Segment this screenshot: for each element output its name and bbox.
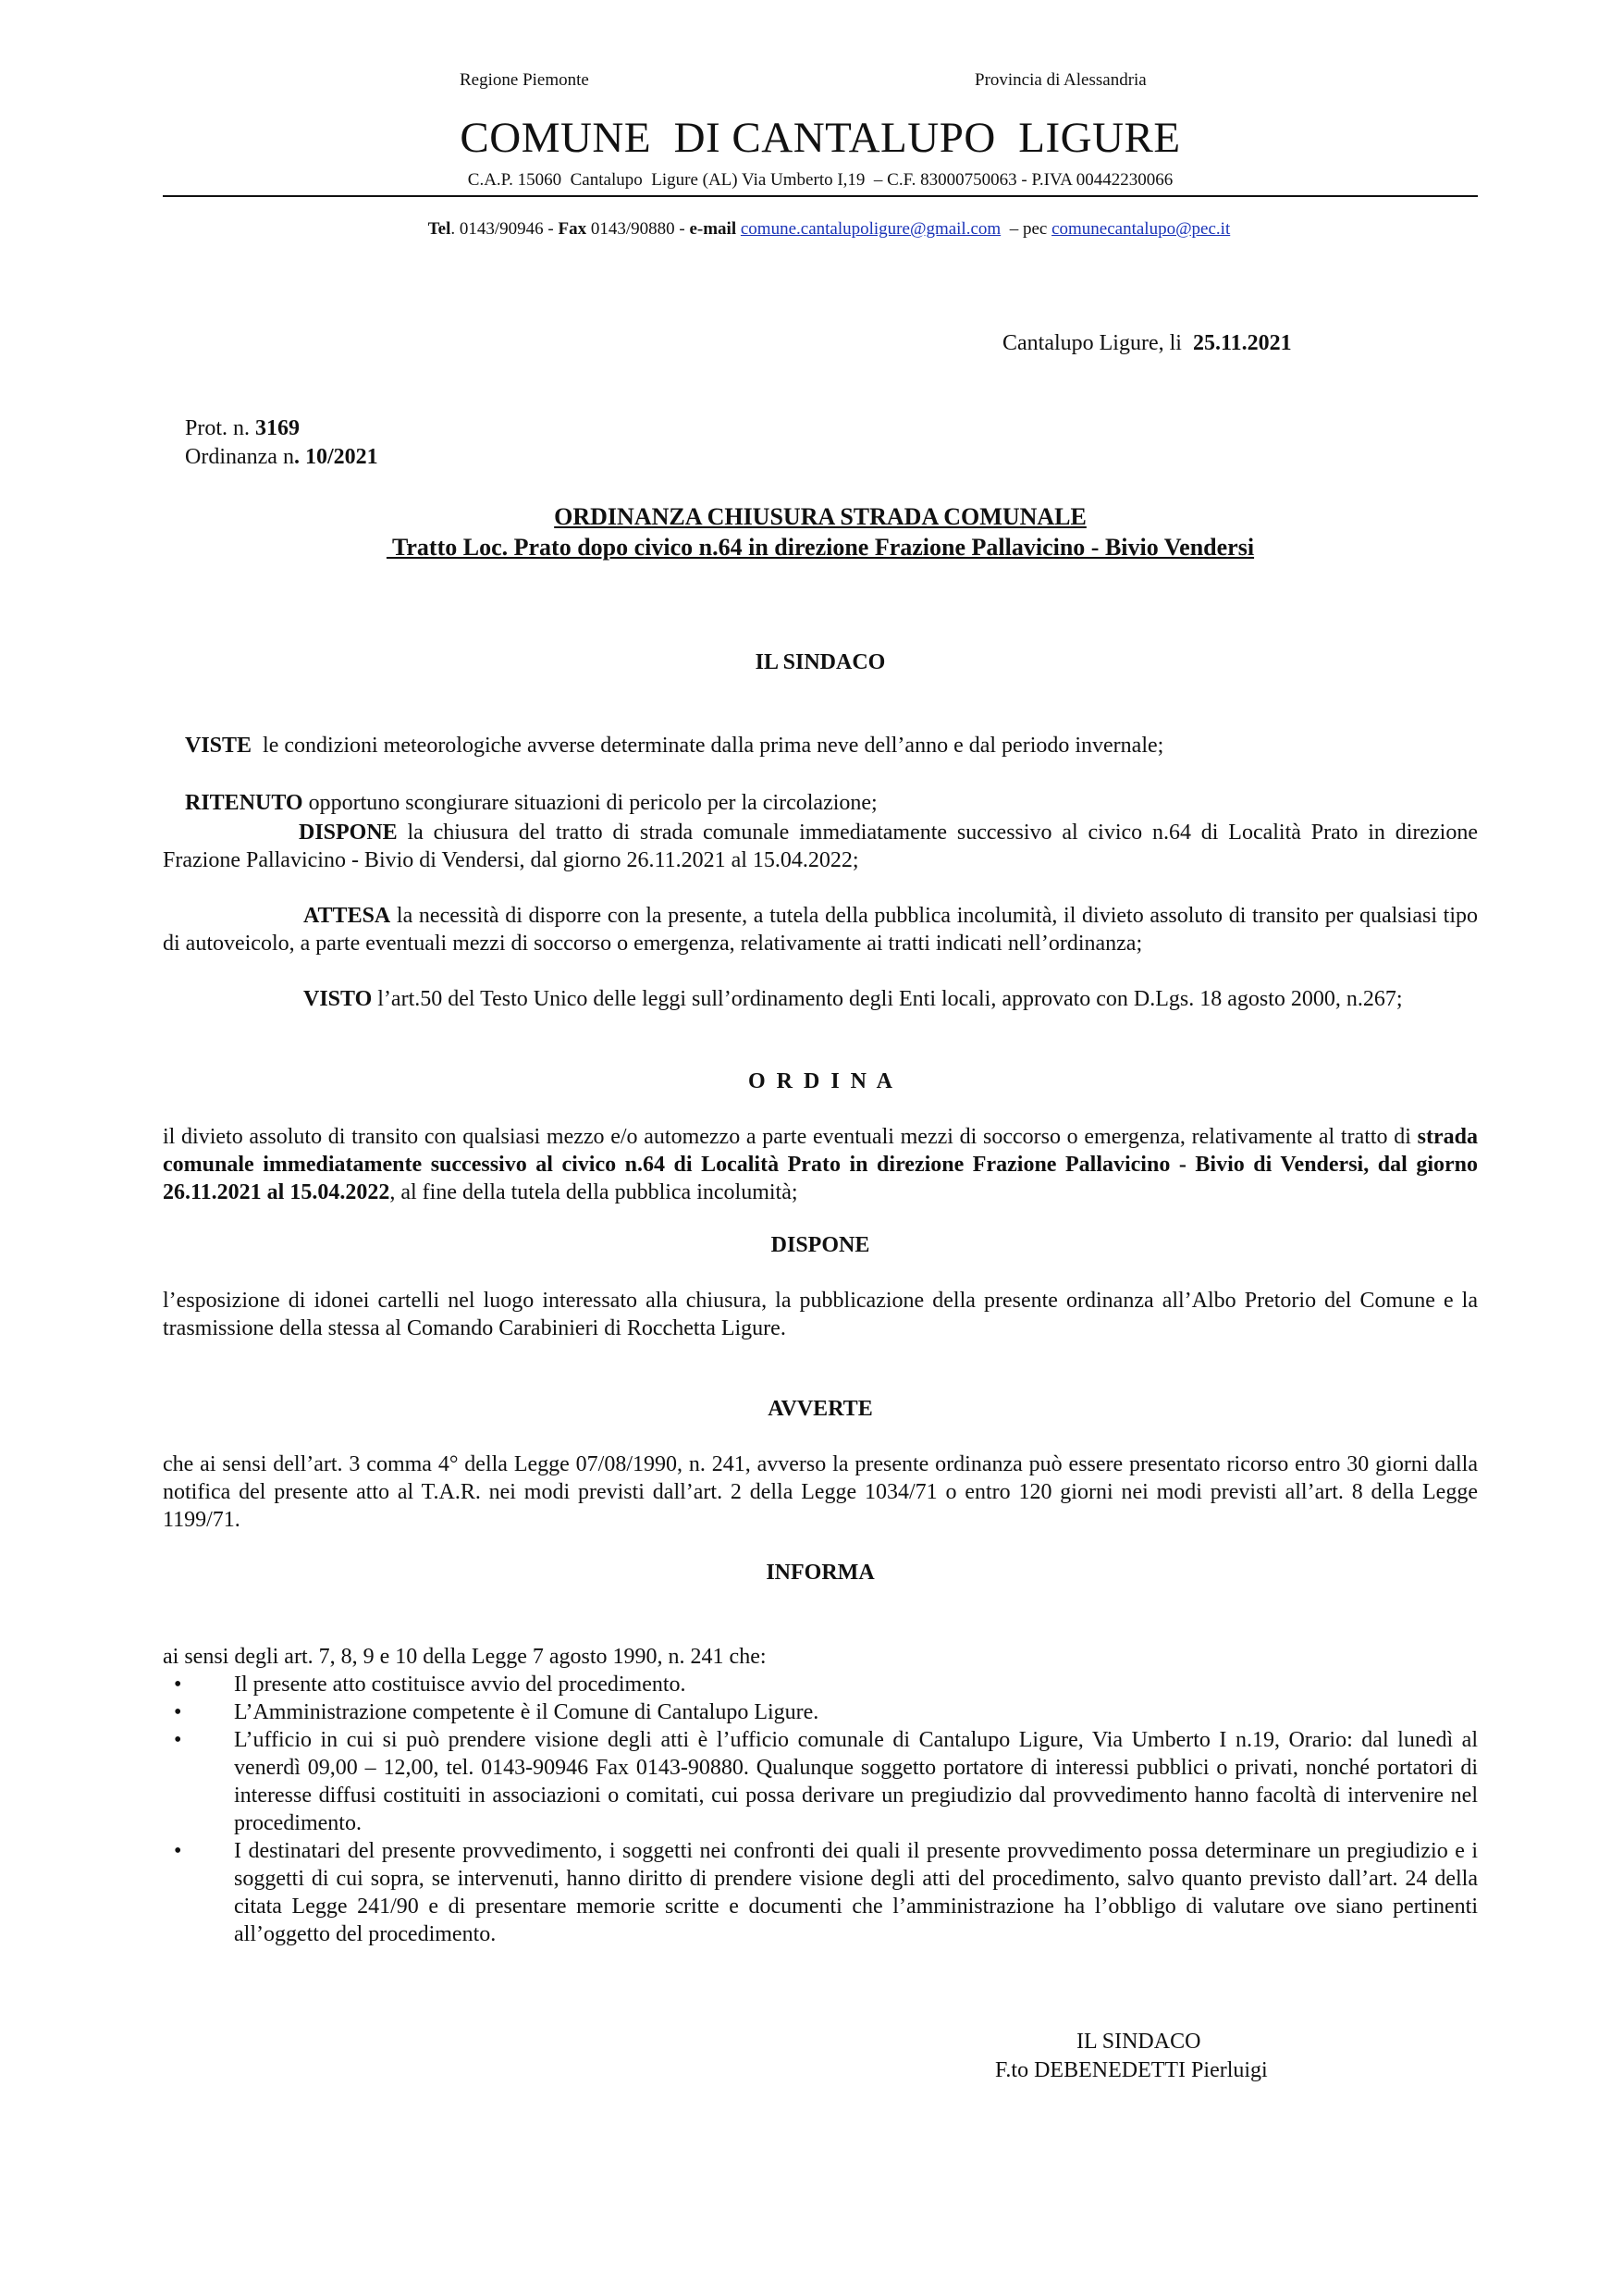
list-item (174, 1671, 1478, 1698)
date-line (980, 302, 1292, 385)
ordina-text-bold: strada comunale immediatamente successivo al civico n.64 di Località Prato in direzione Frazione Pallavicino - Bivio di Vendersi, dal giorno 26.11.2021 al 15.04.2022 (163, 1125, 1478, 1204)
premise-text: la necessità di disporre con la presente, a tutela della pubblica incolumità, il divieto assoluto di transito per qualsiasi tipo di autoveicolo, a parte eventuali mezzi di soccorso o emergenza, relativamente ai tratti indicati nell’ordinanza; (163, 904, 1478, 956)
pec-prefix: – pec (1001, 219, 1052, 239)
list-item (174, 1837, 1478, 1948)
document-date: 25.11.2021 (1192, 331, 1292, 355)
pec-link[interactable]: comunecantalupo@pec.it (1051, 219, 1231, 239)
sindaco-heading: IL SINDACO (755, 650, 886, 674)
fax-label: Fax (558, 219, 587, 239)
premise-keyword: VISTE (185, 734, 252, 758)
fax-value: 0143/90880 - (586, 219, 690, 239)
email-label: e-mail (689, 219, 737, 239)
informa-intro: ai sensi degli art. 7, 8, 9 e 10 della Legge 7 agosto 1990, n. 241 che: (163, 1645, 767, 1669)
dispone-text: l’esposizione di idonei cartelli nel luogo interessato alla chiusura, la pubblicazione della presente ordinanza all’Albo Pretorio del Comune e la trasmissione della stessa al Comando Carabinieri di Rocchetta Ligure. (163, 1289, 1478, 1340)
premise-keyword: DISPONE (299, 821, 398, 845)
signature-title: IL SINDACO (1076, 2030, 1201, 2054)
header-divider (163, 195, 1478, 197)
premise-text: opportuno scongiurare situazioni di pericolo per la circolazione; (302, 791, 878, 815)
list-item (174, 1698, 1478, 1726)
ordinance-number (163, 415, 378, 499)
list-item-text: Il presente atto costituisce avvio del procedimento. (234, 1673, 686, 1697)
bullet-icon: • (174, 1673, 182, 1697)
list-item-text: I destinatari del presente provvedimento, i soggetti nei confronti dei quali il presente provvedimento possa determinare un pregiudizio e i soggetti di cui sopra, se intervenuti, hanno diritto di prendere visione degli atti del procedimento, salvo quanto previsto dall’art. 24 della citata Legge 241/90 e di presentare memorie scritte e documenti che l’amministrazione ha l’obbligo di valutare ove siano pertinenti all’oggetto del procedimento. (234, 1839, 1478, 1946)
premise-text: le condizioni meteorologiche avverse determinate dalla prima neve dell’anno e dal periodo invernale; (252, 734, 1164, 758)
comune-title: COMUNE DI CANTALUPO LIGURE (460, 114, 1181, 162)
premise-keyword: VISTO (303, 987, 373, 1011)
list-item-text: L’ufficio in cui si può prendere visione degli atti è l’ufficio comunale di Cantalupo Ligure, Via Umberto I n.19, Orario: dal lunedì al venerdì 09,00 – 12,00, tel. 0143-90946 Fax 0143-90880. Qualunque soggetto portatore di interessi pubblici o privati, nonché portatori di interesse diffusi costituiti in associazioni o comitati, cui possa derivare un pregiudizio dal provvedimento hanno facoltà di intervenire nel procedimento. (234, 1728, 1478, 1835)
ordinance-subtitle: Tratto Loc. Prato dopo civico n.64 in direzione Frazione Pallavicino - Bivio Vendersi (386, 534, 1255, 561)
contact-line (163, 199, 1478, 260)
comune-address: C.A.P. 15060 Cantalupo Ligure (AL) Via Umberto I,19 – C.F. 83000750063 - P.IVA 00442230066 (467, 170, 1174, 190)
tel-value: . 0143/90946 - (450, 219, 559, 239)
prot-value: 3169 (255, 416, 301, 440)
premise-attesa (163, 902, 1478, 957)
avverte-text: che ai sensi dell’art. 3 comma 4° della Legge 07/08/1990, n. 241, avverso la presente ordinanza può essere presentato ricorso entro 30 giorni dalla notifica del presente atto al T.A.R. nei modi previsti dall’art. 2 della Legge 1034/71 o entro 120 giorni nei modi previsti all’art. 8 della Legge 1199/71. (163, 1452, 1478, 1532)
premise-text: la chiusura del tratto di strada comunale immediatamente successivo al civico n.64 di Località Prato in direzione Frazione Pallavicino - Bivio di Vendersi, dal giorno 26.11.2021 al 15.04.2022; (163, 821, 1478, 872)
ord-label: Ordinanza n (185, 445, 294, 469)
ordina-text (163, 1123, 1478, 1206)
list-item-text: L’Amministrazione competente è il Comune di Cantalupo Ligure. (234, 1700, 819, 1724)
premise-keyword: ATTESA (303, 904, 391, 928)
province-label: Provincia di Alessandria (975, 70, 1147, 90)
region-label: Regione Piemonte (460, 70, 589, 90)
premise-text: l’art.50 del Testo Unico delle leggi sull’ordinamento degli Enti locali, approvato con D.Lgs. 18 agosto 2000, n.267; (372, 987, 1403, 1011)
ordina-text-start: il divieto assoluto di transito con qualsiasi mezzo e/o automezzo a parte eventuali mezzi di soccorso o emergenza, relativamente al tratto di (163, 1125, 1418, 1149)
premise-dispone (163, 819, 1478, 874)
bullet-icon: • (174, 1700, 182, 1724)
ordina-text-end: , al fine della tutela della pubblica incolumità; (389, 1180, 798, 1204)
avverte-heading: AVVERTE (768, 1397, 873, 1421)
ordinance-title: ORDINANZA CHIUSURA STRADA COMUNALE (554, 503, 1087, 530)
premise-keyword: RITENUTO (185, 791, 303, 815)
informa-heading: INFORMA (766, 1561, 875, 1585)
premise-visto (163, 985, 1478, 1013)
date-prefix: Cantalupo Ligure, li (1002, 331, 1193, 355)
bullet-icon: • (174, 1839, 182, 1863)
bullet-icon: • (174, 1728, 182, 1752)
signature-name: F.to DEBENEDETTI Pierluigi (995, 2058, 1268, 2082)
tel-label: Tel (427, 219, 451, 239)
ordina-heading: O R D I N A (747, 1069, 892, 1093)
list-item (174, 1726, 1478, 1837)
dispone-heading: DISPONE (770, 1233, 870, 1257)
prot-label: Prot. n. (185, 416, 256, 440)
ord-value: . 10/2021 (293, 445, 378, 469)
email-link[interactable]: comune.cantalupoligure@gmail.com (740, 219, 1002, 239)
